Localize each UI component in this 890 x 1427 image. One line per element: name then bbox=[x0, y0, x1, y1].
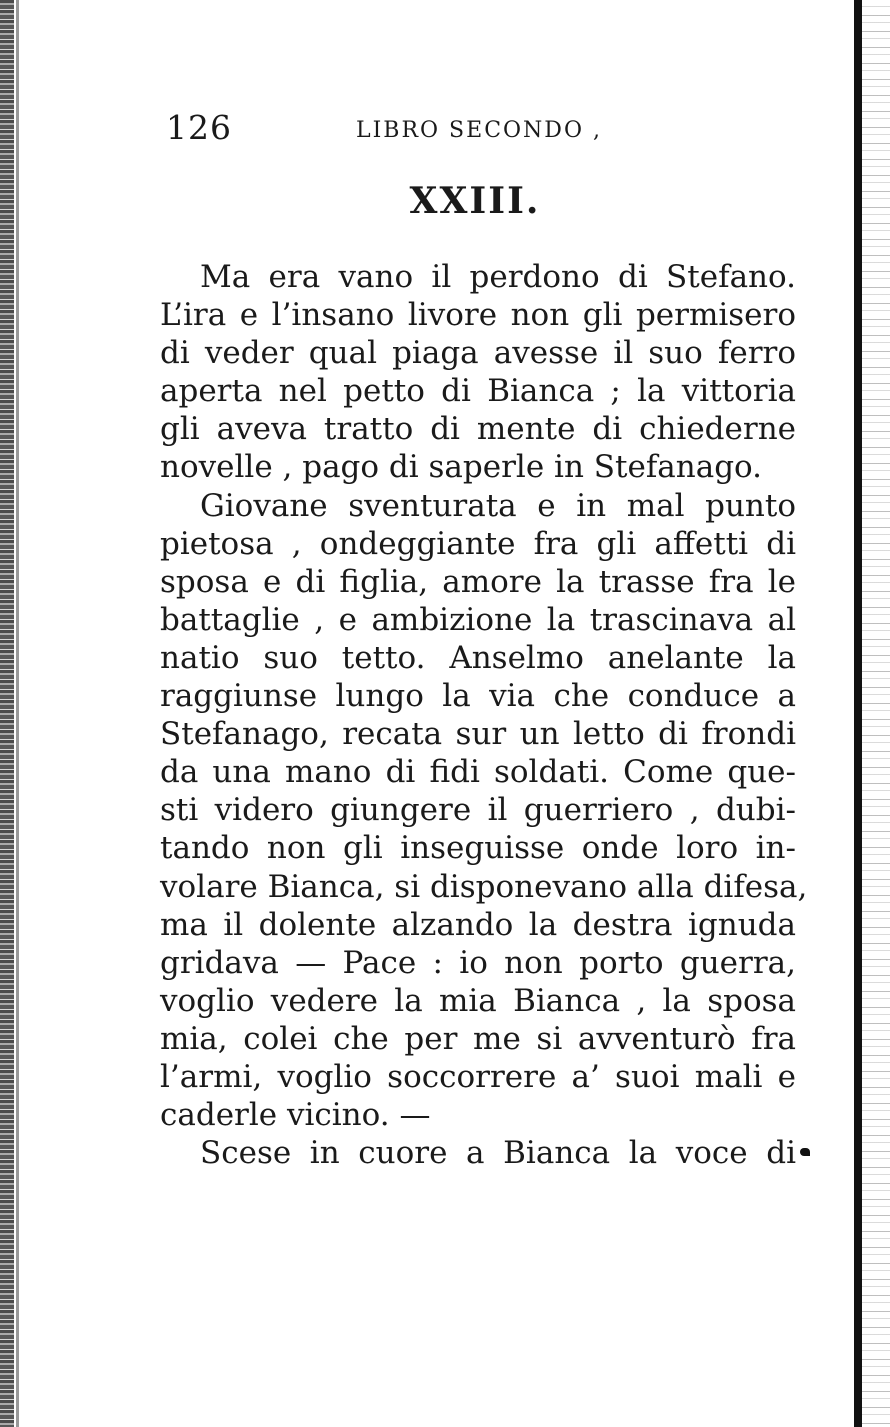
text-line: L’ira e l’insano livore non gli permisero bbox=[160, 297, 796, 334]
page-number: 126 bbox=[166, 108, 232, 147]
running-head: LIBRO SECONDO , bbox=[356, 118, 602, 143]
text-line: Stefanago, recata sur un letto di frondi bbox=[160, 716, 796, 753]
text-line: voglio vedere la mia Bianca , la sposa bbox=[160, 982, 796, 1019]
text-line: volare Bianca, si disponevano alla difesa, bbox=[160, 868, 808, 905]
text-line: gridava — Pace : io non porto guerra, bbox=[160, 944, 796, 981]
text-line: l’armi, voglio soccorrere a’ suoi mali e bbox=[160, 1058, 796, 1095]
page-header bbox=[160, 108, 800, 152]
text-line: tando non gli inseguisse onde loro in- bbox=[160, 830, 796, 867]
text-line: di veder qual piaga avesse il suo ferro bbox=[160, 335, 796, 372]
text-line: ma il dolente alzando la destra ignuda bbox=[160, 906, 796, 943]
text-line: aperta nel petto di Bianca ; la vittoria bbox=[160, 373, 796, 410]
text-line: caderle vicino. — bbox=[160, 1097, 431, 1134]
text-line: gli aveva tratto di mente di chiederne bbox=[160, 411, 796, 448]
text-line: natio suo tetto. Anselmo anelante la bbox=[160, 639, 796, 676]
text-line: sposa e di figlia, amore la trasse fra le bbox=[160, 563, 796, 600]
text-line: Giovane sventurata e in mal punto bbox=[200, 487, 796, 524]
text-line: Ma era vano il perdono di Stefano. bbox=[200, 259, 796, 295]
chapter-heading bbox=[0, 180, 890, 222]
text-line: battaglie , e ambizione la trascinava al bbox=[160, 601, 796, 638]
body-text bbox=[160, 258, 808, 1172]
chapter-number: XXIII. bbox=[409, 180, 541, 222]
text-line: da una mano di fidi soldati. Come que- bbox=[160, 754, 796, 791]
ink-mark bbox=[800, 1148, 810, 1156]
text-line: sti videro giungere il guerriero , dubi- bbox=[160, 792, 796, 829]
text-line: Scese in cuore a Bianca la voce di bbox=[200, 1135, 796, 1172]
text-line: novelle , pago di saperle in Stefanago. bbox=[160, 449, 763, 486]
text-line: raggiunse lungo la via che conduce a bbox=[160, 678, 796, 715]
text-line: mia, colei che per me si avventurò fra bbox=[160, 1020, 796, 1057]
text-line: pietosa , ondeggiante fra gli affetti di bbox=[160, 525, 796, 562]
